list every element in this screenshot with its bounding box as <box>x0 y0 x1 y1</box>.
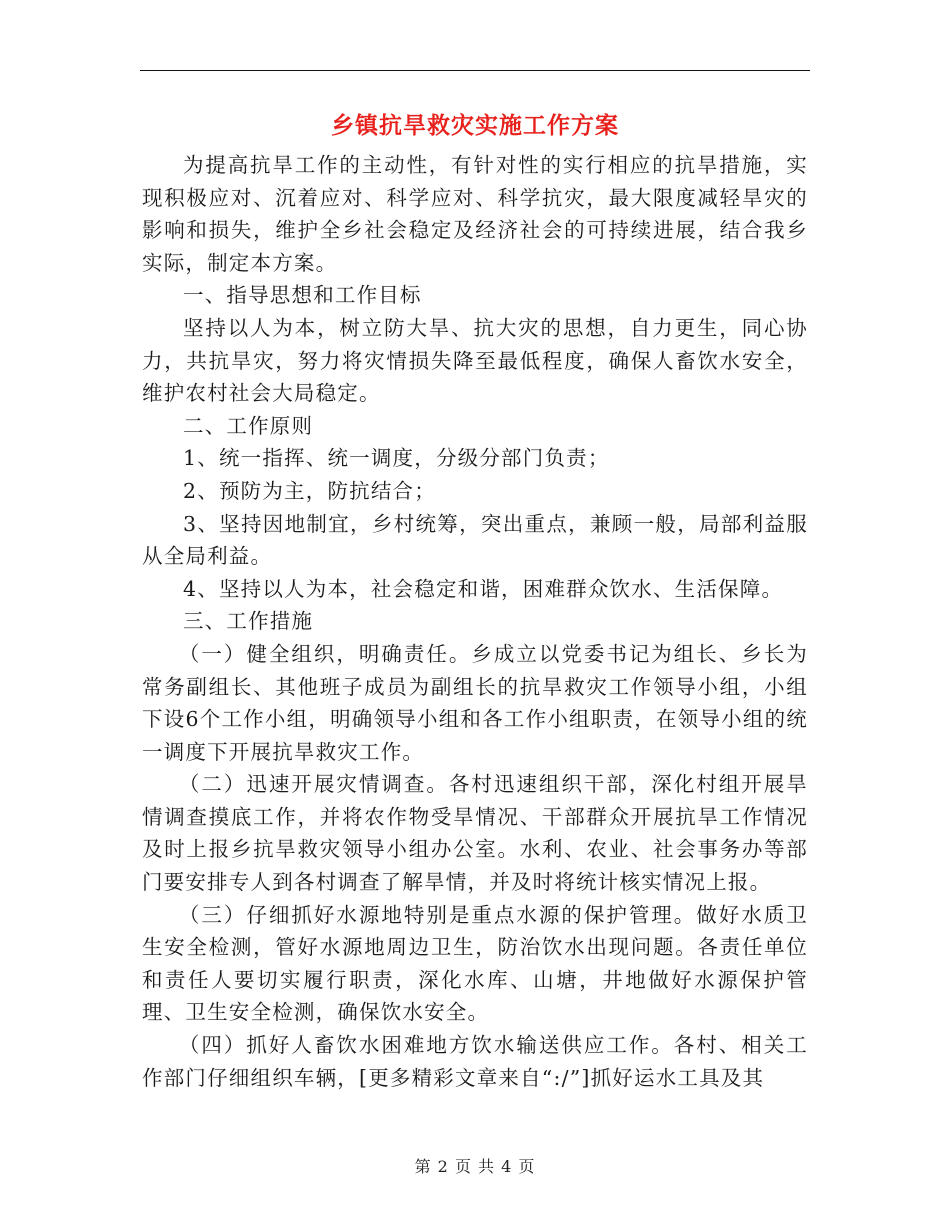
paragraph-measure-3: （三）仔细抓好水源地特别是重点水源的保护管理。做好水质卫生安全检测，管好水源地周边卫生，防治饮水出现问题。各责任单位和责任人要切实履行职责，深化水库、山塘，井地做好水源保护管理、卫生安全检测，确保饮水安全。 <box>142 902 808 1025</box>
list-item-principle-3: 3、坚持因地制宜，乡村统筹，突出重点，兼顾一般，局部利益服从全局利益。 <box>142 511 808 569</box>
page-number: 第 2 页 共 4 页 <box>414 1157 536 1176</box>
paragraph-measure-1: （一）健全组织，明确责任。乡成立以党委书记为组长、乡长为常务副组长、其他班子成员为副组长的抗旱救灾工作领导小组，小组下设6个工作小组，明确领导小组和各工作小组职责，在领导小组的统一调度下开展抗旱救灾工作。 <box>142 641 808 764</box>
section-heading-guiding-thought: 一、指导思想和工作目标 <box>183 283 422 308</box>
paragraph-measure-2: （二）迅速开展灾情调查。各村迅速组织干部，深化村组开展旱情调查摸底工作，并将农作物受旱情况、干部群众开展抗旱工作情况及时上报乡抗旱救灾领导小组办公室。水利、农业、社会事务办等部门要安排专人到各村调查了解旱情，并及时将统计核实情况上报。 <box>142 772 808 895</box>
list-item-principle-2: 2、预防为主，防抗结合； <box>183 478 436 503</box>
paragraph-intro: 为提高抗旱工作的主动性，有针对性的实行相应的抗旱措施，实现积极应对、沉着应对、科学应对、科学抗灾，最大限度减轻旱灾的影响和损失，维护全乡社会稳定及经济社会的可持续进展，结合我乡实际，制定本方案。 <box>142 153 808 275</box>
list-item-principle-1: 1、统一指挥、统一调度，分级分部门负责； <box>183 446 610 471</box>
paragraph-guiding-thought: 坚持以人为本，树立防大旱、抗大灾的思想，自力更生，同心协力，共抗旱灾，努力将灾情损失降至最低程度，确保人畜饮水安全，维护农村社会大局稳定。 <box>142 315 808 406</box>
section-heading-principles: 二、工作原则 <box>183 413 314 438</box>
header-rule <box>140 70 810 71</box>
paragraph-measure-4: （四）抓好人畜饮水困难地方饮水输送供应工作。各村、相关工作部门仔细组织车辆，[更多精彩文章来自“:/”]抓好运水工具及其 <box>142 1033 808 1090</box>
document-body <box>142 149 808 1094</box>
section-heading-measures: 三、工作措施 <box>183 609 314 634</box>
list-item-principle-4: 4、坚持以人为本，社会稳定和谐，困难群众饮水、生活保障。 <box>183 576 784 601</box>
document-title: 乡镇抗旱救灾实施工作方案 <box>331 112 619 139</box>
